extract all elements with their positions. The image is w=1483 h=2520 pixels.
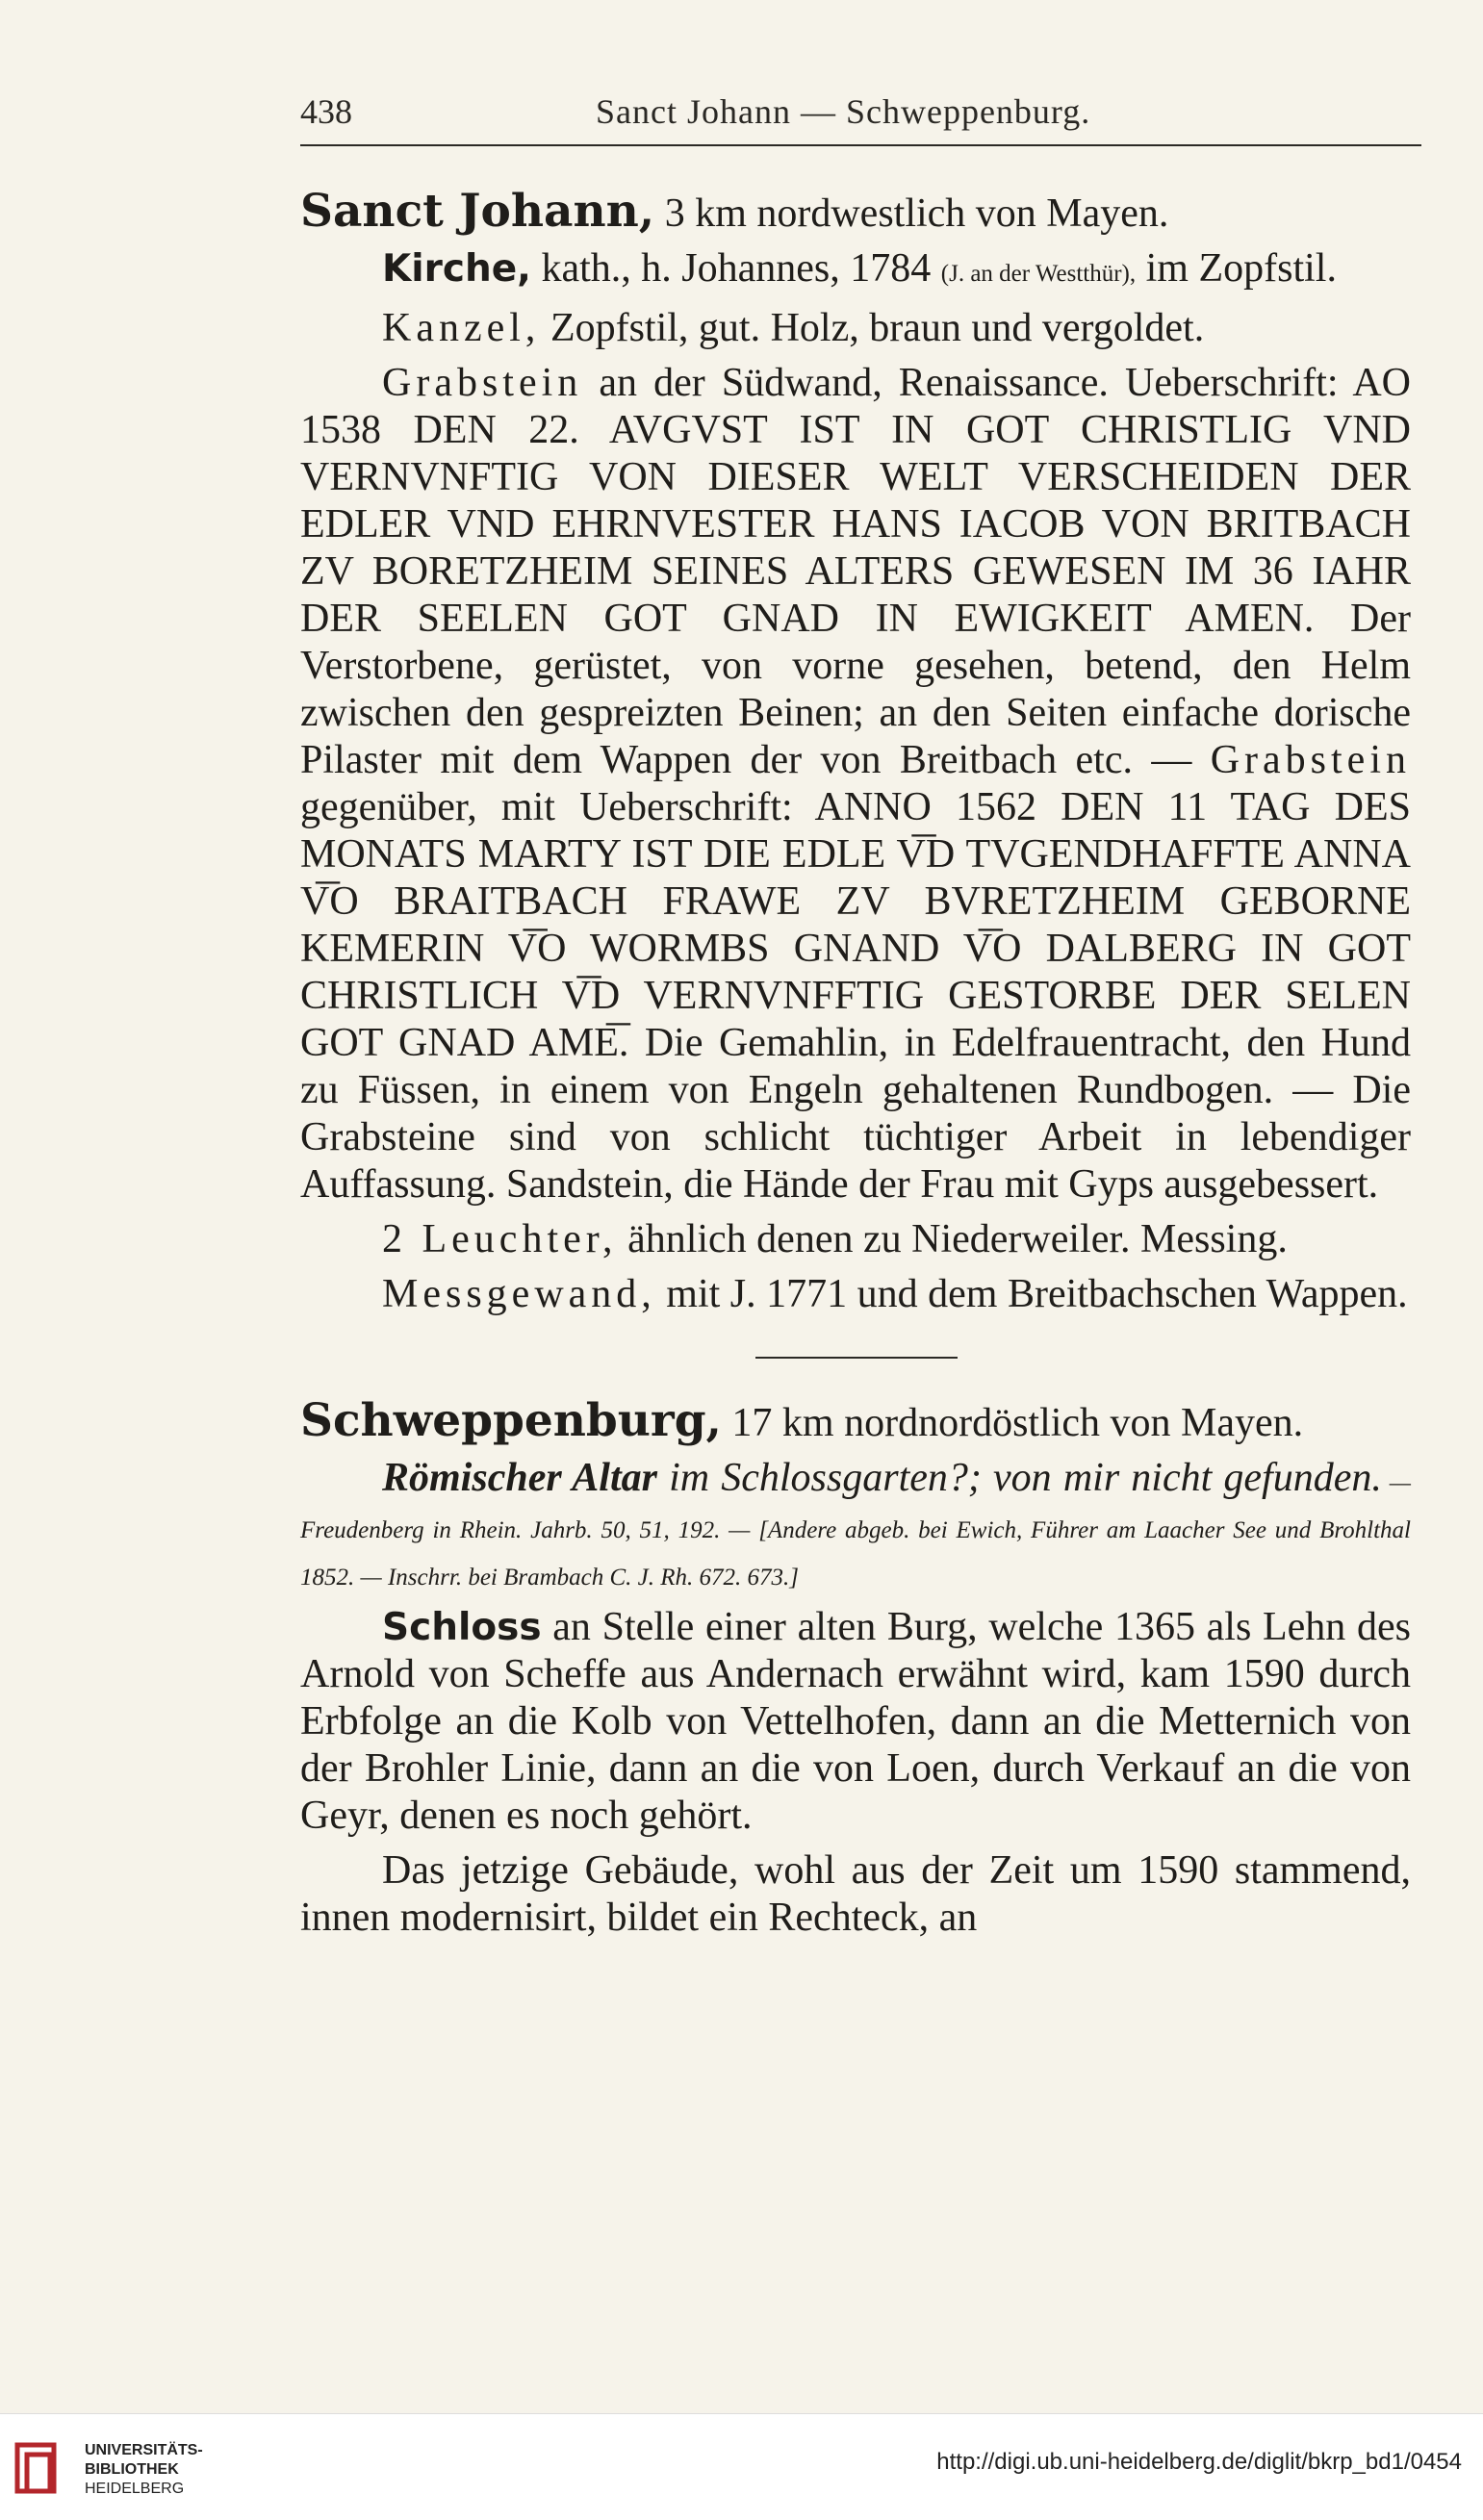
section-separator [755, 1357, 958, 1359]
source-url-link[interactable]: http://digi.ub.uni-heidelberg.de/diglit/bkrp_bd1/0454 [936, 2449, 1462, 2475]
header-rule [300, 144, 1421, 146]
paragraph-gebaeude: Das jetzige Gebäude, wohl aus der Zeit um 1590 stammend, innen modernisirt, bildet ein Rechteck, an [300, 1848, 1411, 1940]
page-number: 438 [300, 92, 352, 131]
paragraph-messgewand: Messgewand, mit J. 1771 und dem Breitbachschen Wappen. [382, 1272, 1408, 1316]
library-logo-icon [13, 2439, 62, 2497]
paragraph-altar: Römischer Altar im Schlossgarten?; von mir nicht gefunden. — Freudenberg in Rhein. Jahrb. 50, 51, 192. — [Andere abgeb. bei Ewich, Führer am Laacher See und Brohlthal 1852. — Inschrr. bei Brambach C. J. Rh. 672. 673.] [300, 1456, 1411, 1591]
text-column [300, 185, 1411, 1942]
viewer-footer [0, 2413, 1483, 2520]
library-logo-text: UNIVERSITÄTS- BIBLIOTHEK HEIDELBERG [85, 2442, 203, 2497]
paragraph-leuchter: 2 Leuchter, ähnlich denen zu Niederweiler. Messing. [382, 1217, 1288, 1261]
running-title: Sanct Johann — Schweppenburg. [596, 92, 1091, 131]
running-header [300, 91, 1421, 140]
section-heading-sanct-johann: Sanct Johann, 3 km nordwestlich von Mayen. [300, 185, 1169, 238]
paragraph-kanzel: Kanzel, Zopfstil, gut. Holz, braun und vergoldet. [382, 306, 1205, 350]
paragraph-grabstein: Grabstein an der Südwand, Renaissance. Ueberschrift: AO 1538 DEN 22. AVGVST IST IN GOT CHRISTLIG VND VERNVNFTIG VON DIESER WELT VERSCHEIDEN DER EDLER VND EHRNVESTER HANS IACOB VON BRITBACH ZV BORETZHEIM SEINES ALTERS GEWESEN IM 36 IAHR DER SEELEN GOT GNAD IN EWIGKEIT AMEN. Der Verstorbene, gerüstet, von vorne gesehen, betend, den Helm zwischen den gespreizten Beinen; an den Seiten einfache dorische Pilaster mit dem Wappen der von Breitbach etc. — Grabstein gegenüber, mit Ueberschrift: ANNO 1562 DEN 11 TAG DES MONATS MARTY IST DIE EDLE V͞D TVGENDHAFFTE ANNA V͞O BRAITBACH FRAWE ZV BVRETZHEIM GEBORNE KEMERIN V͞O WORMBS GNAND V͞O DALBERG IN GOT CHRISTLICH V͞D VERNVNFFTIG GESTORBE DER SELEN GOT GNAD AME͞. Die Gemahlin, in Edelfrauentracht, den Hund zu Füssen, in einem von Engeln gehaltenen Rundbogen. — Die Grabsteine sind von schlicht tüchtiger Arbeit in lebendiger Auffassung. Sandstein, die Hände der Frau mit Gyps ausgebessert. [300, 361, 1411, 1207]
paragraph-schloss: Schloss an Stelle einer alten Burg, welche 1365 als Lehn des Arnold von Scheffe aus Andernach erwähnt wird, kam 1590 durch Erbfolge an die Kolb von Vettelhofen, dann an die Metternich von der Brohler Linie, dann an die von Loen, durch Verkauf an die von Geyr, denen es noch gehört. [300, 1605, 1411, 1838]
paragraph-kirche: Kirche, kath., h. Johannes, 1784 (J. an der Westthür), im Zopfstil. [382, 246, 1337, 291]
section-heading-schweppenburg: Schweppenburg, 17 km nordnordöstlich von Mayen. [300, 1394, 1304, 1447]
